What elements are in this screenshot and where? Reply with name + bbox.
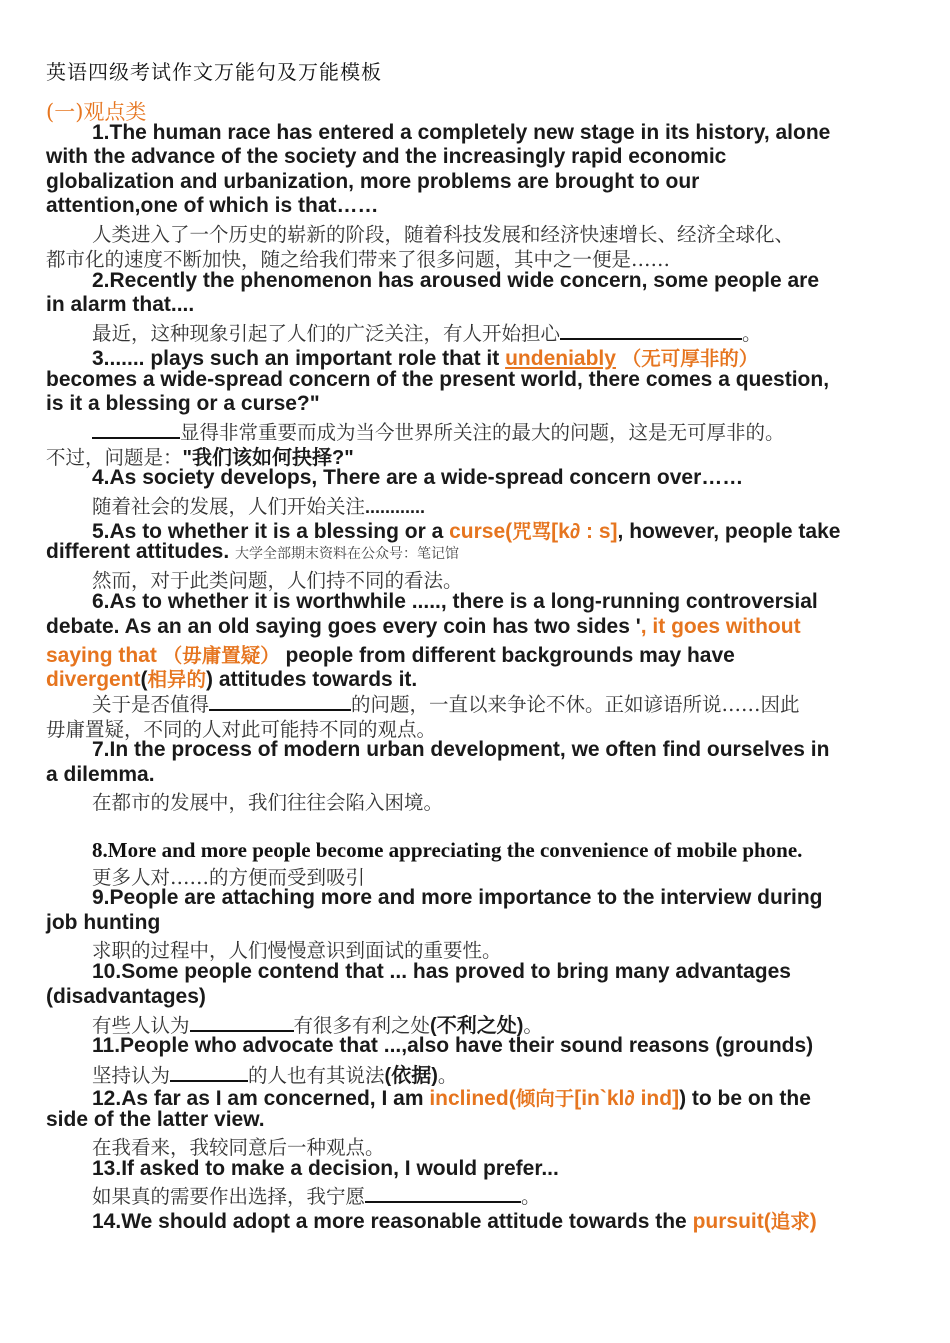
keyword-undeniably: undeniably [505,347,616,370]
sentence-1-translation-1: 人类进入了一个历史的崭新的阶段，随着科技发展和经济快速增长、经济全球化、 [92,223,795,246]
sentence-6-translation-1 [92,689,800,717]
sentence-10-line-2: (disadvantages) [46,985,206,1008]
blank-line [92,419,180,439]
sentence-5-text-end: , however, people take [617,520,841,543]
sentence-6-line-4 [46,664,417,692]
sentence-4-translation-text: 随着社会的发展，人们开始关注 [92,495,366,518]
sentence-7-translation: 在都市的发展中，我们往往会陷入困境。 [92,791,444,814]
sentence-10-translation-text: 有很多有利之处 [293,1014,431,1037]
paren-open: ( [508,1087,516,1110]
keyword-inclined: inclined [429,1087,509,1110]
sentence-10-line-1: 10.Some people contend that ... has proved to bring many advantages [92,960,791,983]
blank-line [365,1183,521,1203]
sentence-2-translation-text: 最近，这种现象引起了人们的广泛关注，有人开始担心 [92,322,561,345]
sentence-7-line-1: 7.In the process of modern urban development, we often find ourselves in [92,738,830,761]
paren-open: ( [140,668,148,691]
sentence-13-translation [92,1181,541,1209]
sentence-11-translation-paren: (依据) [384,1065,438,1087]
keyword-saying-that: saying that [46,644,157,667]
blank-line [170,1062,248,1082]
sentence-3-translation-prefix: 不过，问题是： [46,446,183,469]
keyword-inclined-gloss: 倾向于 [515,1087,575,1110]
keyword-inclined-phonetic: [in`kl∂ ind] [574,1087,680,1110]
keyword-undeniably-gloss: （无可厚非的） [621,347,759,370]
sentence-2-line-2: in alarm that.... [46,293,195,316]
document-title: 英语四级考试作文万能句及万能模板 [46,60,382,84]
sentence-14-line-1 [92,1206,817,1234]
sentence-3-line-3: is it a blessing or a curse?" [46,392,320,415]
sentence-1-translation-2: 都市化的速度不断加快，随之给我们带来了很多问题，其中之一便是…… [46,248,671,271]
section-heading: (一)观点类 [46,100,147,124]
keyword-curse: curse [449,520,506,543]
sentence-12-line-1 [92,1083,811,1111]
sentence-1-line-4: attention,one of which is that…… [46,194,379,217]
sentence-1-line-1: 1.The human race has entered a completely new stage in its history, alone [92,121,831,144]
sentence-13-translation-end: 。 [521,1185,541,1208]
keyword-curse-phonetic: [k∂ : s] [551,520,618,543]
keyword-curse-gloss: 咒骂 [512,520,552,543]
paren-open: ( [763,1210,771,1233]
sentence-13-line-1: 13.If asked to make a decision, I would prefer... [92,1157,559,1180]
sentence-6-translation-text: 的问题，一直以来争论不休。正如谚语所说……因此 [351,693,800,716]
watermark-note: 大学全部期末资料在公众号：笔记馆 [235,546,460,562]
sentence-9-line-1: 9.People are attaching more and more importance to the interview during [92,886,823,909]
sentence-3-translation-quote: "我们该如何抉择?" [182,447,354,469]
sentence-2-translation [92,318,762,346]
keyword-divergent: divergent [46,668,141,691]
sentence-6-line-2 [46,615,801,639]
sentence-4-translation-dots: ............ [365,497,426,517]
sentence-12-translation: 在我看来，我较同意后一种观点。 [92,1136,385,1159]
sentence-2-line-1: 2.Recently the phenomenon has aroused wide concern, some people are [92,269,820,292]
sentence-10-translation-end: 。 [523,1014,543,1037]
sentence-11-translation-text: 的人也有其说法 [248,1064,385,1087]
keyword-pursuit-gloss: 追求 [770,1210,810,1233]
sentence-6-line-1: 6.As to whether it is worthwhile ....., there is a long-running controversial [92,590,818,613]
sentence-10-translation-prefix: 有些人认为 [92,1014,190,1037]
sentence-5-text-2: different attitudes. [46,540,230,563]
sentence-3-translation-text: 显得非常重要而成为当今世界所关注的最大的问题，这是无可厚非的。 [180,421,785,444]
sentence-8-line-1: 8.More and more people become appreciating the convenience of mobile phone. [92,838,803,862]
sentence-6-translation-prefix: 关于是否值得 [92,693,210,716]
sentence-12-text-end: ) to be on the [679,1087,811,1110]
keyword-it-goes-without: , it goes without [640,615,801,638]
paren-close: ) [809,1210,817,1233]
sentence-1-line-2: with the advance of the society and the increasingly rapid economic [46,145,727,168]
sentence-2-translation-end: 。 [742,322,762,345]
sentence-6-text: debate. As an an old saying goes every coin has two sides ' [46,615,641,638]
sentence-3-line-1 [92,343,758,371]
sentence-6-text-3: people from different backgrounds may have [279,644,735,667]
sentence-8-translation: 更多人对……的方便而受到吸引 [92,866,366,889]
sentence-10-translation-paren: (不利之处) [430,1015,524,1037]
sentence-9-line-2: job hunting [46,911,161,934]
blank-line [209,691,351,711]
sentence-5-text: 5.As to whether it is a blessing or a [92,520,450,543]
paren-open: ( [505,520,513,543]
keyword-divergent-gloss: 相异的 [147,668,207,691]
sentence-5-translation: 然而，对于此类问题，人们持不同的看法。 [92,569,463,592]
sentence-13-translation-text: 如果真的需要作出选择，我宁愿 [92,1185,366,1208]
sentence-9-translation: 求职的过程中，人们慢慢意识到面试的重要性。 [92,939,502,962]
sentence-6-translation-2: 毋庸置疑，不同的人对此可能持不同的观点。 [46,718,437,741]
sentence-3-line-2: becomes a wide-spread concern of the present world, there comes a question, [46,368,830,391]
keyword-saying-that-gloss: （毋庸置疑） [162,644,280,667]
blank-line [560,320,742,340]
sentence-1-line-3: globalization and urbanization, more problems are brought to our [46,170,700,193]
blank-line [190,1012,294,1032]
sentence-4-line-1: 4.As society develops, There are a wide-spread concern over…… [92,466,744,489]
sentence-5-line-2 [46,540,459,564]
keyword-pursuit: pursuit [692,1210,764,1233]
sentence-4-translation [92,491,425,519]
sentence-12-text: 12.As far as I am concerned, I am [92,1087,430,1110]
sentence-11-line-1: 11.People who advocate that ...,also have their sound reasons (grounds) [92,1034,814,1057]
sentence-3-text: 3....... plays such an important role that it [92,347,506,370]
sentence-14-text: 14.We should adopt a more reasonable attitude towards the [92,1210,693,1233]
sentence-7-line-2: a dilemma. [46,763,155,786]
sentence-11-translation-end: 。 [437,1064,458,1087]
sentence-6-text-4: ) attitudes towards it. [206,668,418,691]
sentence-12-line-2: side of the latter view. [46,1108,265,1131]
sentence-11-translation-prefix: 坚持认为 [92,1064,171,1087]
